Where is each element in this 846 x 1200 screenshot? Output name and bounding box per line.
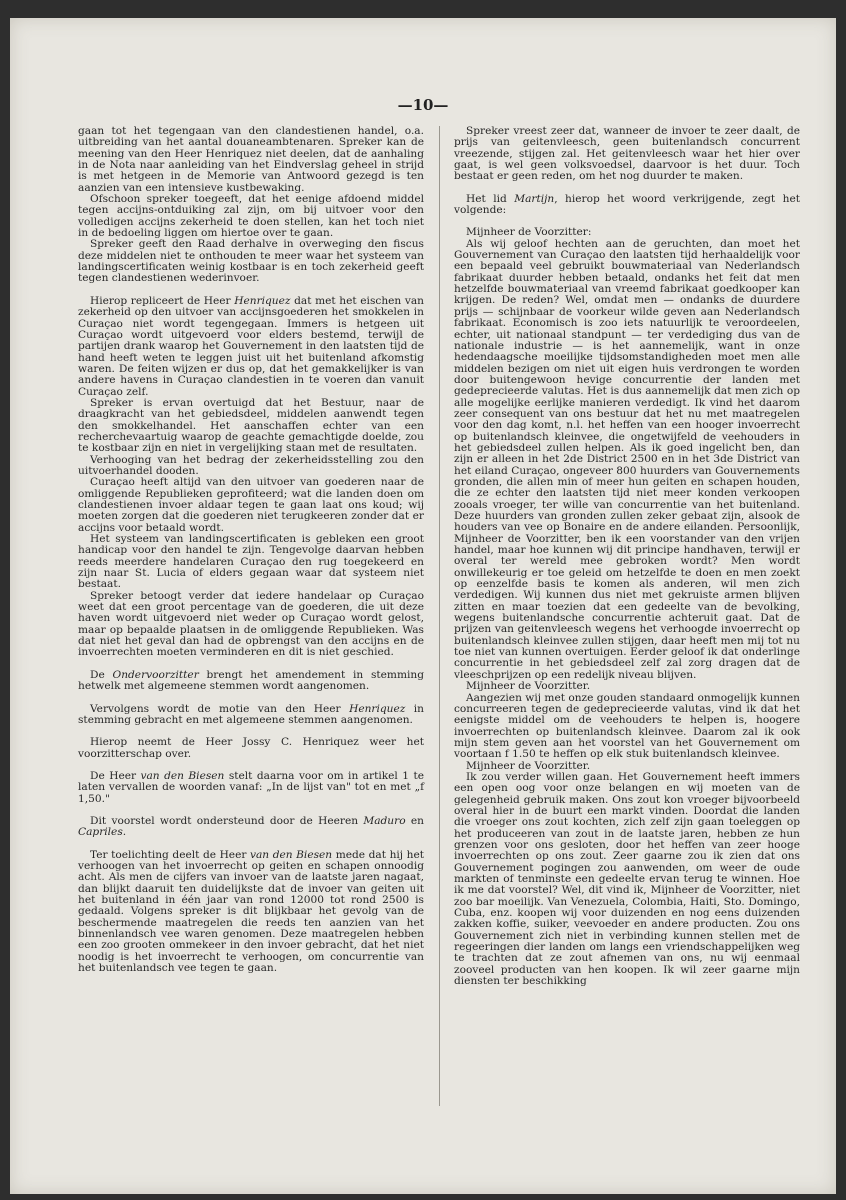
paragraph: Spreker vreest zeer dat, wanneer de invoer te zeer daalt, de prijs van geitenvleesch, geen buitenlandsch concurrent vreezende, stijgen zal. Het geitenvleesch waar het hier over gaat, is wel geen volksvoedsel, daarvoor is het duur. Toch bestaat er geen reden, om het nog duurder te maken. bbox=[454, 125, 800, 183]
paragraph: Dit voorstel wordt ondersteund door de Heeren Maduro en Capriles. bbox=[78, 814, 424, 839]
paragraph: De Heer van den Biesen stelt daarna voor om in artikel 1 te laten vervallen de woorden vanaf: „In de lijst van" tot en met „f 1,50." bbox=[78, 769, 424, 805]
paragraph: Curaçao heeft altijd van den uitvoer van goederen naar de omliggende Republieken geprofiteerd; wat die landen doen om clandestienen invoer aldaar tegen te gaan laat ons koud; wij moeten zorgen dat die goederen niet terugkeeren zonder dat er accijns voor betaald wordt. bbox=[78, 476, 424, 534]
column-divider bbox=[439, 126, 440, 1106]
paragraph: Spreker geeft den Raad derhalve in overweging den fiscus deze middelen niet te onthouden te meer waar het systeem van landingscertificaten weinig kostbaar is en toch zekerheid geeft tegen clandestienen wederinvoer. bbox=[78, 238, 424, 285]
paragraph: Hierop neemt de Heer Jossy C. Henriquez weer het voorzitterschap over. bbox=[78, 736, 424, 760]
paragraph: Verhooging van het bedrag der zekerheidsstelling zou den uitvoerhandel dooden. bbox=[78, 453, 424, 477]
paragraph: Het lid Martijn, hierop het woord verkrijgende, zegt het volgende: bbox=[454, 192, 800, 217]
document-page bbox=[10, 18, 836, 1194]
paragraph: Ik zou verder willen gaan. Het Gouvernement heeft immers een open oog voor onze belangen en wij moeten van de gelegenheid gebruik maken. Ons zout kon vroeger bijvoorbeeld overal hier in de buurt een markt vinden. Doordat die landen die vroeger ons zout kochten, zich zelf zijn gaan toeleggen op het produceeren van zout in de laatste jaren, hebben ze hun grenzen voor ons gesloten, door het heffen van zeer hooge invoerrechten op ons zout. Zeer gaarne zou ik zien dat ons Gouvernement pogingen zou aanwenden, om weer de oude markten of tenminste een gedeelte ervan terug te winnen. Hoe ik me dat voorstel? Wel, dit vind ik, Mijnheer de Voorzitter, niet zoo bar moeilijk. Van Venezuela, Colombia, Haiti, Sto. Domingo, Cuba, enz. koopen wij voor duizenden en nog eens duizenden zakken koffie, suiker, veevoeder en andere producten. Zou ons Gouvernement zich niet in verbinding kunnen stellen met de regeeringen dier landen om langs een vriendschappelijken weg te trachten dat ze zout afnemen van ons, nu wij eenmaal zooveel producten van hen koopen. Ik wil zeer gaarne mijn diensten ter beschikking bbox=[454, 770, 800, 988]
paragraph: Als wij geloof hechten aan de geruchten, dan moet het Gouvernement van Curaçao den laatsten tijd herhaaldelijk voor een bepaald veel gebruikt bouwmateriaal van Nederlandsch fabrikaat duurder hebben betaald, ondanks het feit dat men hetzelfde bouwmateriaal van vreemd fabrikaat goedkooper kan krijgen. De reden? Wel, omdat men — ondanks de duurdere prijs — schijnbaar de voorkeur wilde geven aan Nederlandsch fabrikaat. Economisch is zoo iets natuurlijk te veroordeelen, echter, uit nationaal standpunt — ter verdediging dus van de nationale industrie — is het aannemelijk, want in onze hedendaagsche moeilijke tijdsomstandigheden moet men alle middelen bezigen om niet uit eigen huis verdrongen te worden door buitengewoon hevige concurrentie der landen met gedeprecieerde valutas. Het is dus aannemelijk dat men zich op alle mogelijke eerlijke manieren verdedigt. Ik vind het daarom zeer consequent van ons bestuur dat het nu met maatregelen voor den dag komt, n.l. het heffen van een hooger invoerrecht op buitenlandsch kleinvee, die ongetwijfeld de veehouders in het gebiedsdeel zullen helpen. Als ik goed ingelicht ben, dan zijn er alleen in het 2de District 2500 en in het 3de District van het eiland Curaçao, ongeveer 800 huurders van Gouvernements gronden, die allen min of meer hun geiten en schapen houden, die ze echter den laatsten tijd niet meer konden verkoopen zooals vroeger, ter wille van concurrentie van het buitenland. Deze huurders van gronden zullen zeker gebaat zijn, alsook de houders van vee op Bonaire en de andere eilanden. Persoonlijk, Mijnheer de Voorzitter, ben ik een voorstander van den vrijen handel, maar hoe kunnen wij dit principe handhaven, terwijl er overal ter wereld mee gebroken wordt? Men wordt onwillekeurig er toe geleid om hetzelfde te doen en men zoekt op eenzelfde basis te komen als anderen, wil men zich verdedigen. Wij kunnen dus niet met gekruiste armen blijven zitten en maar toezien dat een gedeelte van de bevolking, wegens buitenlandsche concurrentie achteruit gaat. Dat de prijzen van geitenvleesch wegens het verhoogde invoerrecht op buitenlandsch kleinvee zullen stijgen, daar heeft men mij tot nu toe niet van kunnen overtuigen. Eerder geloof ik dat onderlinge concurrentie in het gebiedsdeel zelf zal zorg dragen dat de vleeschprijzen op een redelijk niveau blijven. bbox=[454, 237, 800, 681]
paragraph: De Ondervoorzitter brengt het amendement in stemming hetwelk met algemeene stemmen wordt aangenomen. bbox=[78, 668, 424, 693]
left-column bbox=[78, 126, 424, 974]
paragraph: Ofschoon spreker toegeeft, dat het eenige afdoend middel tegen accijns-ontduiking zal zijn, om bij uitvoer voor den volledigen accijns zekerheid te doen stellen, kan het toch niet in de bedoeling liggen om hiertoe over te gaan. bbox=[78, 193, 424, 240]
paragraph: Mijnheer de Voorzitter. bbox=[466, 759, 591, 772]
paragraph: Ter toelichting deelt de Heer van den Biesen mede dat hij het verhoogen van het invoerrecht op geiten en schapen onnoodig acht. Als men de cijfers van invoer van de laatste jaren nagaat, dan blijkt daaruit ten duidelijkste dat de invoer van geiten uit het buitenland in één jaar van rond 12000 tot rond 2500 is gedaald. Volgens spreker is dit blijkbaar het gevolg van de beschermende maatregelen die reeds ten aanzien van het binnenlandsch vee waren genomen. Deze maatregelen hebben een zoo grooten ommekeer in den invoer gebracht, dat het niet noodig is het invoerrecht te verhoogen, om concurrentie van het buitenlandsch vee tegen te gaan. bbox=[78, 848, 424, 975]
paragraph: Hierop repliceert de Heer Henriquez dat met het eischen van zekerheid op den uitvoer van accijnsgoederen het smokkelen in Curaçao niet wordt tegengegaan. Immers is hetgeen uit Curaçao wordt uitgevoerd voor elders bestemd, terwijl de partijen drank waarop het Gouvernement in den laatsten tijd de hand heeft weten te leggen juist uit het buitenland afkomstig waren. De feiten wijzen er dus op, dat het gemakkelijker is van andere havens in Curaçao clandestien in te voeren dan vanuit Curaçao zelf. bbox=[78, 294, 424, 398]
page-number: —10— bbox=[397, 96, 449, 114]
right-column bbox=[454, 126, 800, 987]
paragraph: gaan tot het tegengaan van den clandestienen handel, o.a. uitbreiding van het aantal douaneambtenaren. Spreker kan de meening van den Heer Henriquez niet deelen, dat de aanhaling in de Nota naar aanleiding van het Eindverslag geheel in strijd is met hetgeen in de Memorie van Antwoord gezegd is ten aanzien van een intensieve kustbewaking. bbox=[78, 125, 424, 194]
paragraph: Mijnheer de Voorzitter: bbox=[466, 226, 592, 239]
paragraph: Vervolgens wordt de motie van den Heer Henriquez in stemming gebracht en met algemeene stemmen aangenomen. bbox=[78, 702, 424, 726]
paragraph: Mijnheer de Voorzitter. bbox=[466, 680, 591, 693]
paragraph: Aangezien wij met onze gouden standaard onmogelijk kunnen concurreeren tegen de gedeprecieerde valutas, vind ik dat het eenigste middel om de veehouders te helpen is, hoogere invoerrechten op buitenlandsch kleinvee. Daarom zal ik ook mijn stem geven aan het voorstel van het Gouvernement om voortaan f 1.50 te heffen op elk stuk buitenlandsch kleinvee. bbox=[454, 691, 800, 761]
paragraph: Spreker is ervan overtuigd dat het Bestuur, naar de draagkracht van het gebiedsdeel, middelen aanwendt tegen den smokkelhandel. Het aanschaffen echter van een recherchevaartuig waarop de geachte gemachtigde doelde, zou te kostbaar zijn en niet in vergelijking staan met de resultaten. bbox=[78, 396, 424, 455]
paragraph: Het systeem van landingscertificaten is gebleken een groot handicap voor den handel te zijn. Tengevolge daarvan hebben reeds meerdere handelaren Curaçao den rug toegekeerd en zijn naar St. Lucia of elders gegaan waar dat systeem niet bestaat. bbox=[78, 533, 424, 591]
paragraph: Spreker betoogt verder dat iedere handelaar op Curaçao weet dat een groot percentage van de goederen, die uit deze haven wordt uitgevoerd niet weder op Curaçao wordt gelost, maar op bepaalde plaatsen in de omliggende Republieken. Was dat niet het geval dan had de opbrengst van den accijns en de invoerrechten moeten verminderen en dit is niet geschied. bbox=[78, 589, 424, 659]
